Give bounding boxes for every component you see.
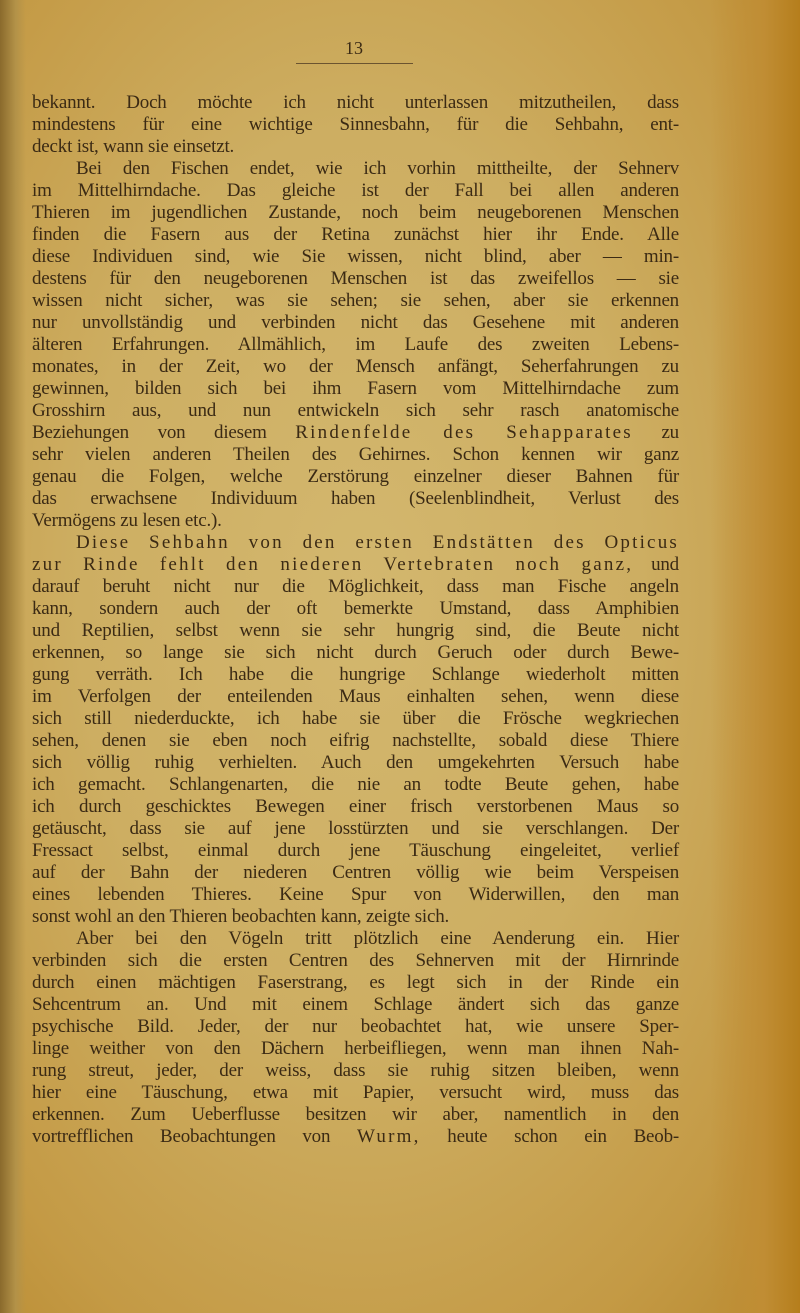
text-line	[32, 1082, 679, 1104]
text-segment: ich gemacht. Schlangenarten, die nie an todte Beute gehen, habe	[32, 774, 679, 795]
text-line	[32, 642, 679, 664]
text-segment: das erwachsene Individuum haben (Seelenblindheit, Verlust des	[32, 488, 679, 509]
text-segment: eines lebenden Thieres. Keine Spur von Widerwillen, den man	[32, 884, 679, 905]
text-line	[32, 136, 679, 158]
text-line	[32, 840, 679, 862]
text-line	[32, 290, 679, 312]
text-segment: mindestens für eine wichtige Sinnesbahn, für die Sehbahn, ent-	[32, 114, 679, 135]
text-segment: Grosshirn aus, und nun entwickeln sich sehr rasch anatomische	[32, 400, 679, 421]
text-line	[32, 224, 679, 246]
text-segment: sehr vielen anderen Theilen des Gehirnes. Schon kennen wir ganz	[32, 444, 679, 465]
text-segment: kann, sondern auch der oft bemerkte Umstand, dass Amphibien	[32, 598, 679, 619]
text-segment: rung streut, jeder, der weiss, dass sie ruhig sitzen bleiben, wenn	[32, 1060, 679, 1081]
text-segment: und Reptilien, selbst wenn sie sehr hungrig sind, die Beute nicht	[32, 620, 679, 641]
text-segment: genau die Folgen, welche Zerstörung einzelner dieser Bahnen für	[32, 466, 679, 487]
text-segment: älteren Erfahrungen. Allmählich, im Laufe des zweiten Lebens-	[32, 334, 679, 355]
text-line	[32, 1038, 679, 1060]
text-segment: sich völlig ruhig verhielten. Auch den umgekehrten Versuch habe	[32, 752, 679, 773]
spaced-emphasis: Diese Sehbahn von den ersten Endstätten des Opticus	[76, 532, 679, 553]
text-segment: Fressact selbst, einmal durch jene Täuschung eingeleitet, verlief	[32, 840, 679, 861]
text-line	[32, 422, 679, 444]
text-line	[32, 730, 679, 752]
text-line	[32, 906, 679, 928]
text-segment: deckt ist, wann sie einsetzt.	[32, 136, 235, 157]
text-segment: zu	[632, 422, 679, 443]
text-line	[32, 752, 679, 774]
text-line	[32, 774, 679, 796]
text-line	[32, 994, 679, 1016]
text-line	[32, 92, 679, 114]
text-line	[32, 334, 679, 356]
text-segment: im Verfolgen der enteilenden Maus einhalten sehen, wenn diese	[32, 686, 679, 707]
text-segment: durch einen mächtigen Faserstrang, es legt sich in der Rinde ein	[32, 972, 679, 993]
page-number: 13	[345, 38, 363, 58]
paragraph-first-line	[32, 532, 679, 554]
text-segment: sich still niederduckte, ich habe sie über die Frösche wegkriechen	[32, 708, 679, 729]
spaced-emphasis: Wurm,	[357, 1126, 421, 1147]
text-segment: auf der Bahn der niederen Centren völlig wie beim Verspeisen	[32, 862, 679, 883]
text-line	[32, 510, 679, 532]
text-segment: destens für den neugeborenen Menschen ist das zweifellos — sie	[32, 268, 679, 289]
text-segment: verbinden sich die ersten Centren des Sehnerven mit der Hirnrinde	[32, 950, 679, 971]
text-line	[32, 246, 679, 268]
text-line	[32, 818, 679, 840]
text-segment: getäuscht, dass sie auf jene losstürzten und sie verschlangen. Der	[32, 818, 679, 839]
text-segment: gung verräth. Ich habe die hungrige Schlange wiederholt mitten	[32, 664, 679, 685]
text-line	[32, 400, 679, 422]
text-segment: ich durch geschicktes Bewegen einer frisch verstorbenen Maus so	[32, 796, 679, 817]
text-line	[32, 554, 679, 576]
text-segment: erkennen. Zum Ueberflusse besitzen wir aber, namentlich in den	[32, 1104, 679, 1125]
text-segment: linge weither von den Dächern herbeifliegen, wenn man ihnen Nah-	[32, 1038, 679, 1059]
spaced-emphasis: zur Rinde fehlt den niederen Vertebraten noch ganz,	[32, 554, 634, 575]
text-segment: bekannt. Doch möchte ich nicht unterlassen mitzutheilen, dass	[32, 92, 679, 113]
text-line	[32, 950, 679, 972]
text-segment: Bei den Fischen endet, wie ich vorhin mittheilte, der Sehnerv	[76, 158, 679, 179]
text-segment: gewinnen, bilden sich bei ihm Fasern vom Mittelhirndache zum	[32, 378, 679, 399]
text-segment: nur unvollständig und verbinden nicht das Gesehene mit anderen	[32, 312, 679, 333]
text-line	[32, 1104, 679, 1126]
text-segment: monates, in der Zeit, wo der Mensch anfängt, Seherfahrungen zu	[32, 356, 679, 377]
text-line	[32, 488, 679, 510]
text-segment: Beziehungen von diesem	[32, 422, 296, 443]
text-line	[32, 620, 679, 642]
text-line	[32, 378, 679, 400]
text-line	[32, 576, 679, 598]
binding-shadow	[0, 0, 26, 1313]
text-segment: erkennen, so lange sie sich nicht durch Geruch oder durch Bewe-	[32, 642, 679, 663]
text-segment: darauf beruht nicht nur die Möglichkeit, dass man Fische angeln	[32, 576, 679, 597]
text-line	[32, 268, 679, 290]
text-segment: und	[633, 554, 679, 575]
text-line	[32, 664, 679, 686]
text-segment: im Mittelhirndache. Das gleiche ist der Fall bei allen anderen	[32, 180, 679, 201]
text-line	[32, 862, 679, 884]
text-line	[32, 686, 679, 708]
text-segment: finden die Fasern aus der Retina zunächst hier ihr Ende. Alle	[32, 224, 679, 245]
text-segment: sonst wohl an den Thieren beobachten kann, zeigte sich.	[32, 906, 450, 927]
text-line	[32, 972, 679, 994]
text-segment: Vermögens zu lesen etc.).	[32, 510, 222, 531]
text-line	[32, 180, 679, 202]
text-segment: wissen nicht sicher, was sie sehen; sie sehen, aber sie erkennen	[32, 290, 679, 311]
text-line	[32, 444, 679, 466]
text-segment: Aber bei den Vögeln tritt plötzlich eine Aenderung ein. Hier	[76, 928, 679, 949]
page-edge-discoloration	[710, 0, 800, 1313]
text-line	[32, 1060, 679, 1082]
paragraph-first-line	[32, 928, 679, 950]
text-segment: vortrefflichen Beobachtungen von	[32, 1126, 357, 1147]
text-line	[32, 466, 679, 488]
text-line	[32, 1126, 679, 1148]
text-line	[32, 356, 679, 378]
text-line	[32, 598, 679, 620]
text-line	[32, 312, 679, 334]
text-segment: Sehcentrum an. Und mit einem Schlage ändert sich das ganze	[32, 994, 679, 1015]
text-segment: hier eine Täuschung, etwa mit Papier, versucht wird, muss das	[32, 1082, 679, 1103]
text-segment: heute schon ein Beob-	[420, 1126, 679, 1147]
text-line	[32, 114, 679, 136]
text-segment: sehen, denen sie eben noch eifrig nachstellte, sobald diese Thiere	[32, 730, 679, 751]
text-segment: diese Individuen sind, wie Sie wissen, nicht blind, aber — min-	[32, 246, 679, 267]
text-line	[32, 202, 679, 224]
text-segment: psychische Bild. Jeder, der nur beobachtet hat, wie unsere Sper-	[32, 1016, 679, 1037]
text-segment: Thieren im jugendlichen Zustande, noch beim neugeborenen Menschen	[32, 202, 679, 223]
text-line	[32, 796, 679, 818]
text-line	[32, 1016, 679, 1038]
text-line	[32, 708, 679, 730]
spaced-emphasis: Rindenfelde des Sehapparates	[295, 422, 633, 443]
page-number-rule	[296, 63, 413, 64]
text-line	[32, 884, 679, 906]
paragraph-first-line	[32, 158, 679, 180]
